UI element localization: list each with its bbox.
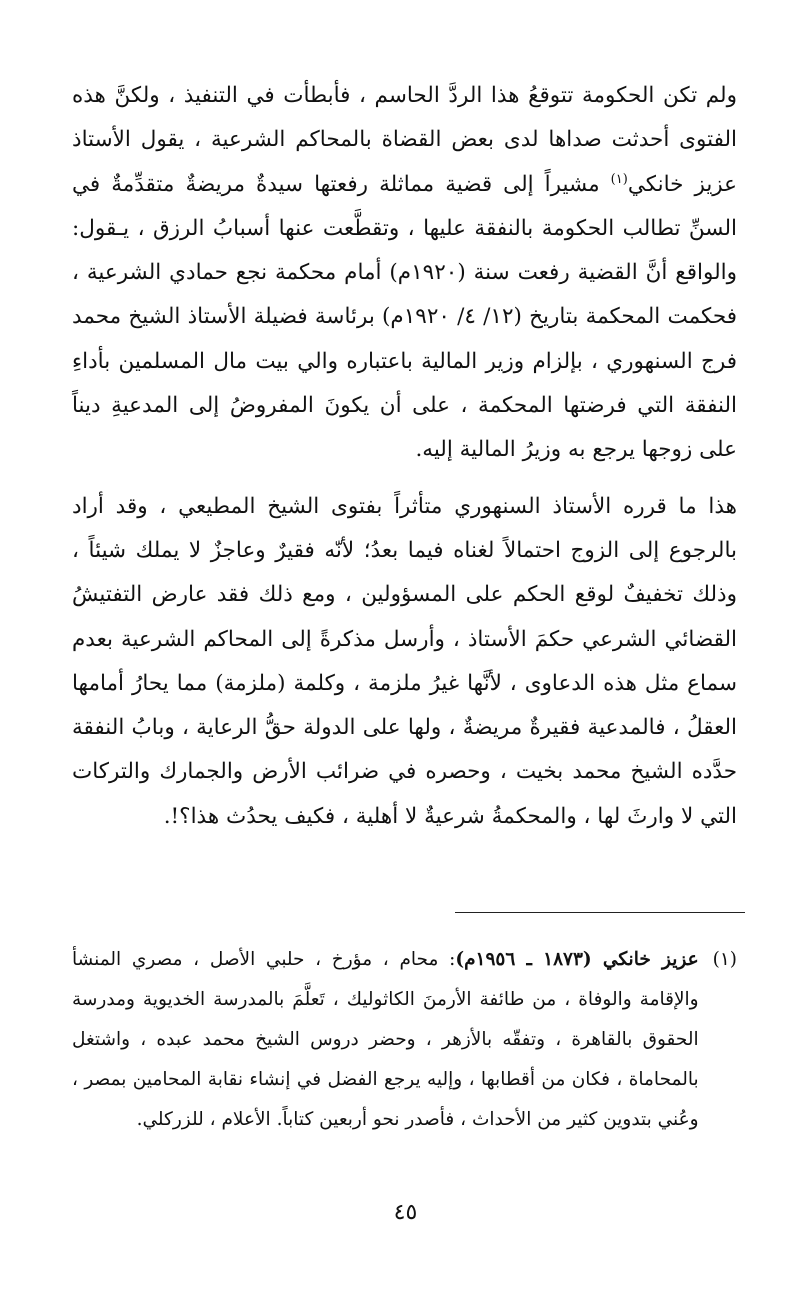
footnote-body	[72, 940, 699, 1140]
footnote-separator	[455, 912, 745, 913]
footnote-text: : محام ، مؤرخ ، حلبي الأصل ، مصري المنشأ والإقامة والوفاة ، من طائفة الأرمنَ الكاثوليك ، تَعلَّمَ بالمدرسة الخديوية ومدرسة الحقوق بالقاهرة ، وتفقّه بالأزهر ، وحضر دروس الشيخ محمد عبده ، واشتغل بالمحاماة ، فكان من أقطابها ، وإليه يرجع الفضل في إنشاء نقابة المحامين بمصر ، وعُني بتدوين كثير من الأحداث ، فأصدر نحو أربعين كتاباً. الأعلام ، للزركلي.	[72, 949, 699, 1130]
footnote-number: (١)	[712, 949, 737, 970]
paragraph-1-part-2: مشيراً إلى قضية مماثلة رفعتها سيدةٌ مريضةٌ متقدِّمةٌ في السنِّ تطالب الحكومة بالنفقة عليها ، وتقطَّعت عنها أسبابُ الرزق ، يـقول: والواقع أنَّ القضية رفعت سنة (١٩٢٠م) أمام محكمة نجع حمادي الشرعية ، فحكمت المحكمة بتاريخ (١٢/ ٤/ ١٩٢٠م) برئاسة فضيلة الأستاذ الشيخ محمد فرج السنهوري ، بإلزام وزير المالية باعتباره والي بيت مال المسلمين بأداءِ النفقة التي فرضتها المحكمة ، على أن يكونَ المفروضُ إلى المدعيةِ ديناً على زوجها يرجع به وزيرُ المالية إليه.	[72, 171, 738, 463]
footnote-name: عزيز خانكي (١٨٧٣ ـ ١٩٥٦م)	[455, 949, 699, 970]
paragraph-2: هذا ما قرره الأستاذ السنهوري متأثراً بفتوى الشيخ المطيعي ، وقد أراد بالرجوع إلى الزوج احتمالاً لغناه فيما بعدُ؛ لأنّه فقيرٌ وعاجزٌ لا يملك شيئاً ، وذلك تخفيفٌ لوقع الحكم على المسؤولين ، ومع ذلك فقد عارض التفتيشُ القضائي الشرعي حكمَ الأستاذ ، وأرسل مذكرةً إلى المحاكم الشرعية بعدم سماع مثل هذه الدعاوى ، لأنَّها غيرُ ملزمة ، وكلمة (ملزمة) مما يحارُ أمامها العقلُ ، فالمدعية فقيرةٌ مريضةٌ ، ولها على الدولة حقُّ الرعاية ، وبابُ النفقة حدَّده الشيخ محمد بخيت ، وحصره في ضرائب الأرض والجمارك والتركات التي لا وارثَ لها ، والمحكمةُ شرعيةٌ لا أهلية ، فكيف يحدُث هذا؟!.	[72, 493, 737, 829]
footnotes	[72, 940, 737, 1140]
page-number: ٤٥	[393, 1200, 418, 1225]
footnote-reference: (١)	[610, 171, 628, 187]
paragraph-1	[72, 74, 737, 473]
paragraph-1-part-1: ولم تكن الحكومة تتوقعُ هذا الردَّ الحاسم ، فأبطأت في التنفيذ ، ولكنَّ هذه الفتوى أحدثت صداها لدى بعض القضاة بالمحاكم الشرعية ، يقول الأستاذ عزيز خانكي	[72, 83, 737, 197]
footnote-1	[72, 940, 737, 1140]
main-text	[72, 74, 737, 839]
